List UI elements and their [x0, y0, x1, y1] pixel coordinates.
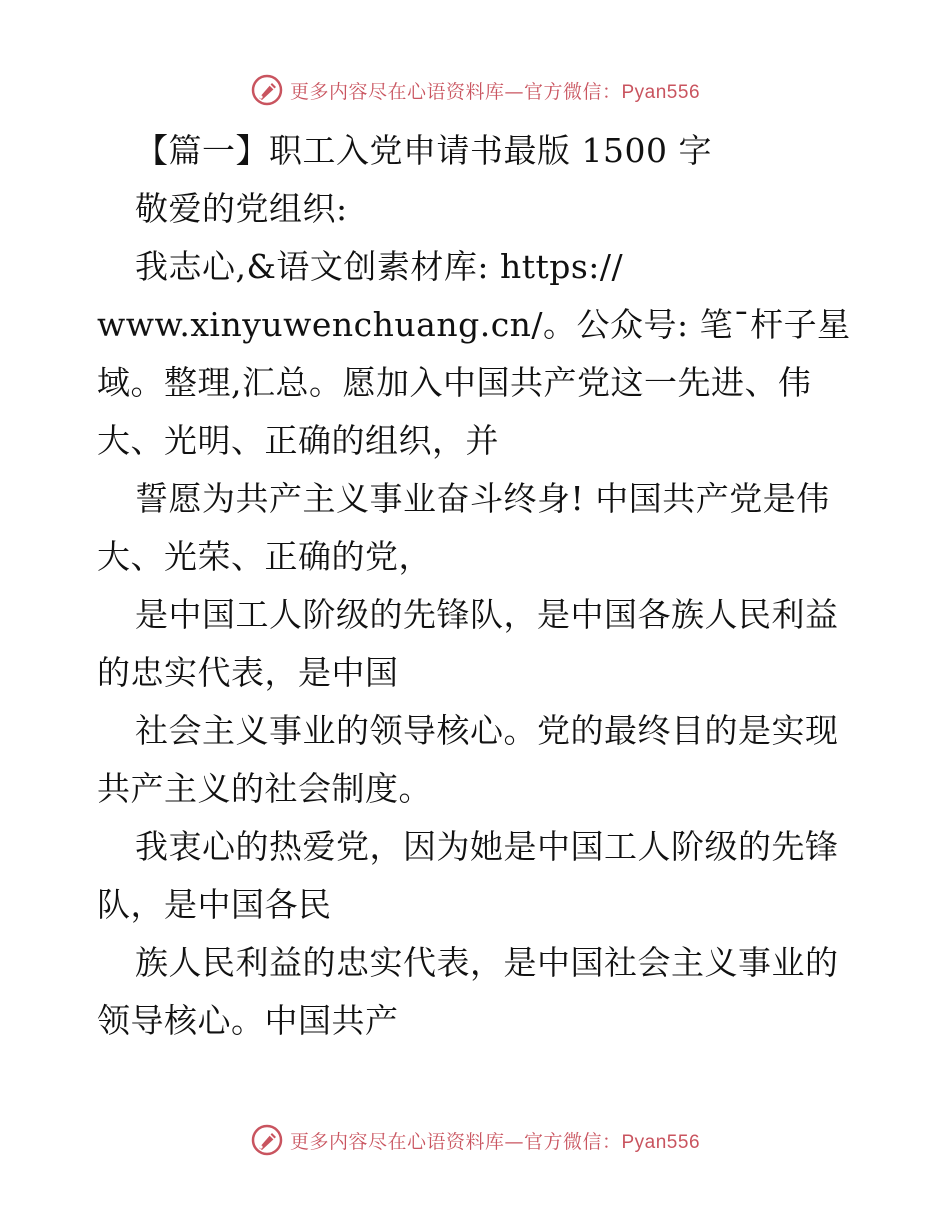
paragraph-line: 社会主义事业的领导核心。党的最终目的是实现 — [135, 711, 839, 750]
paragraph-line: 我志心,&语文创素材库: https:// — [135, 247, 624, 286]
watermark-official-label: 官方微信： — [523, 1130, 622, 1153]
footer-watermark — [0, 1120, 950, 1160]
document-body — [97, 122, 857, 1050]
pen-nib-logo-icon — [250, 1123, 284, 1157]
paragraph-line: www.xinyuwenchuang.cn/。公众号: 笔¯杆子星 — [97, 305, 851, 344]
watermark-main-text: 更多内容尽在心语资料库 — [289, 1130, 505, 1153]
paragraph-line: 誓愿为共产主义事业奋斗终身! 中国共产党是伟 — [135, 479, 830, 518]
header-watermark — [0, 70, 950, 110]
paragraph-line: 我衷心的热爱党，因为她是中国工人阶级的先锋 — [135, 827, 839, 866]
watermark-official-label: 官方微信： — [523, 80, 622, 103]
watermark-wechat-id: Pyan556 — [621, 1131, 701, 1153]
watermark-separator: — — [504, 80, 524, 103]
paragraph-line: 大、光明、正确的组织，并 — [97, 421, 499, 460]
paragraph-line: 的忠实代表，是中国 — [97, 653, 399, 692]
pen-nib-logo-icon — [250, 73, 284, 107]
paragraph-line: 队，是中国各民 — [97, 885, 332, 924]
watermark-wechat-id: Pyan556 — [621, 81, 701, 103]
paragraph-line: 大、光荣、正确的党， — [97, 537, 432, 576]
document-title: 【篇一】职工入党申请书最版 1500 字 — [135, 131, 712, 170]
paragraph-line: 域。整理,汇总。愿加入中国共产党这一先进、伟 — [97, 363, 812, 402]
paragraph-line: 敬爱的党组织: — [135, 189, 348, 228]
paragraph-line: 共产主义的社会制度。 — [97, 769, 432, 808]
watermark-separator: — — [504, 1130, 524, 1153]
paragraph-line: 族人民利益的忠实代表，是中国社会主义事业的 — [135, 943, 839, 982]
paragraph-line: 是中国工人阶级的先锋队，是中国各族人民利益 — [135, 595, 839, 634]
watermark-main-text: 更多内容尽在心语资料库 — [289, 80, 505, 103]
paragraph-line: 领导核心。中国共产 — [97, 1001, 399, 1040]
